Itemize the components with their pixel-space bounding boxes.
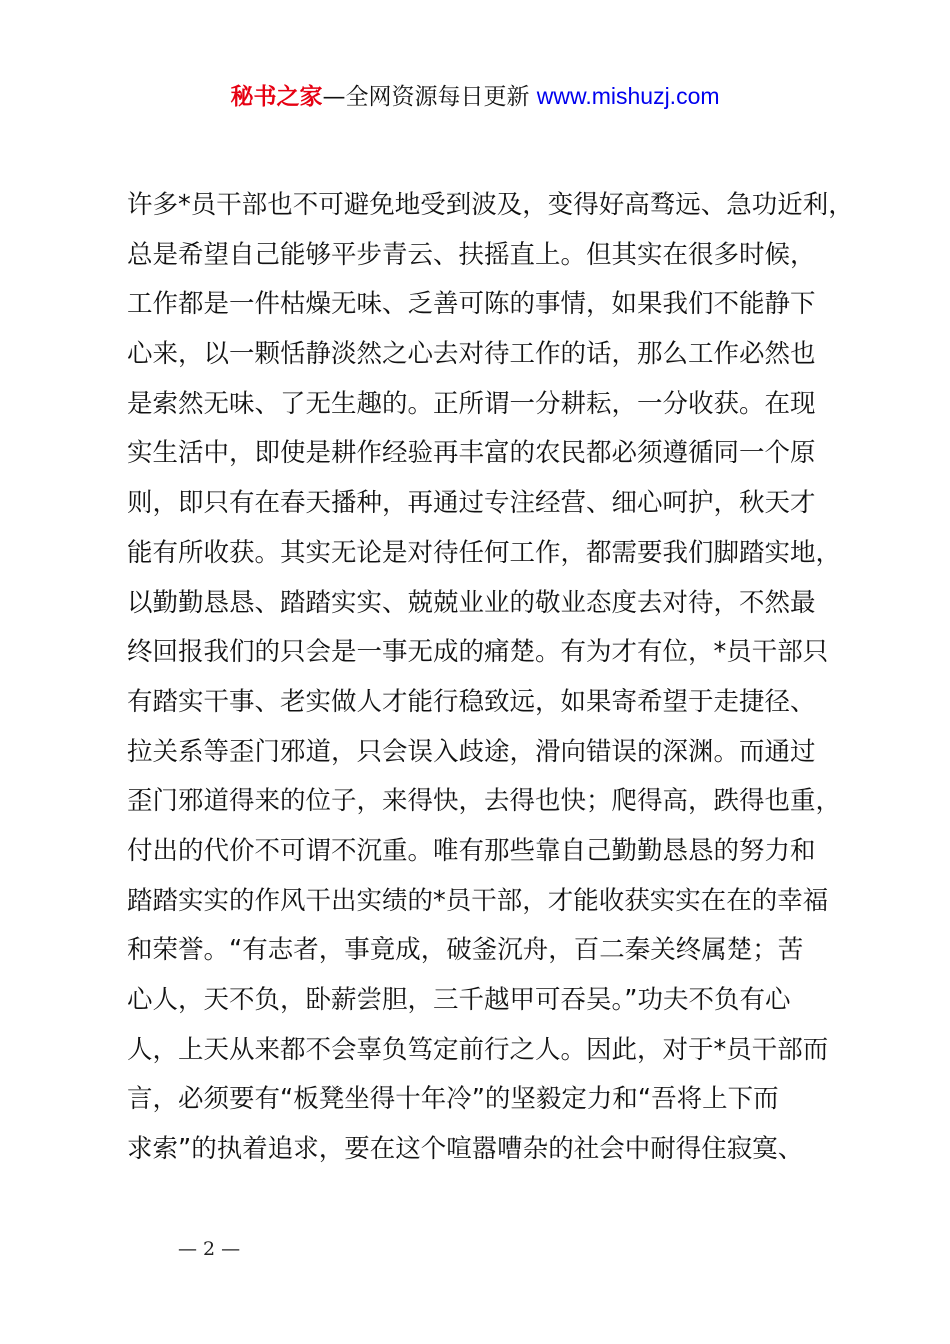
text-line: 心人，天不负，卧薪尝胆，三千越甲可吞吴。”功夫不负有心 <box>127 985 791 1015</box>
text-line: 许多*员干部也不可避免地受到波及，变得好高骛远、急功近利， <box>127 190 854 220</box>
text-line: 歪门邪道得来的位子，来得快，去得也快；爬得高，跌得也重， <box>127 786 842 817</box>
body-text <box>127 181 867 1175</box>
text-line: 心来，以一颗恬静淡然之心去对待工作的话，那么工作必然也 <box>127 339 816 370</box>
header-tagline: —全网资源每日更新 <box>322 84 530 110</box>
page-number: — 2 — <box>178 1238 241 1260</box>
text-line: 实生活中，即使是耕作经验再丰富的农民都必须遵循同一个原 <box>127 438 816 469</box>
text-line: 终回报我们的只会是一事无成的痛楚。有为才有位，*员干部只 <box>127 637 829 668</box>
site-url-link[interactable]: www.mishuzj.com <box>536 83 720 109</box>
text-line: 以勤勤恳恳、踏踏实实、兢兢业业的敬业态度去对待，不然最 <box>127 587 816 618</box>
text-line: 求索”的执着追求，要在这个喧嚣嘈杂的社会中耐得住寂寞、 <box>127 1134 804 1165</box>
text-line: 则，即只有在春天播种，再通过专注经营、细心呵护，秋天才 <box>127 488 816 519</box>
brand-name: 秘书之家 <box>230 84 323 110</box>
text-line: 总是希望自己能够平步青云、扶摇直上。但其实在很多时候， <box>127 239 816 270</box>
text-line: 言，必须要有“板凳坐得十年冷”的坚毅定力和“吾将上下而 <box>127 1084 779 1115</box>
text-line: 踏踏实实的作风干出实绩的*员干部，才能收获实实在在的幸福 <box>127 885 829 916</box>
text-line: 有踏实干事、老实做人才能行稳致远，如果寄希望于走捷径、 <box>127 686 816 717</box>
text-line: 拉关系等歪门邪道，只会误入歧途，滑向错误的深渊。而通过 <box>127 736 816 767</box>
text-line: 是索然无味、了无生趣的。正所谓一分耕耘，一分收获。在现 <box>127 388 816 419</box>
page-header <box>0 80 950 113</box>
text-line: 和荣誉。“有志者，事竟成，破釜沉舟，百二秦关终属楚；苦 <box>127 935 804 966</box>
text-line: 能有所收获。其实无论是对待任何工作，都需要我们脚踏实地， <box>127 537 842 568</box>
text-line: 人，上天从来都不会辜负笃定前行之人。因此，对于*员干部而 <box>127 1034 829 1065</box>
text-line: 付出的代价不可谓不沉重。唯有那些靠自己勤勤恳恳的努力和 <box>127 835 816 866</box>
text-line: 工作都是一件枯燥无味、乏善可陈的事情，如果我们不能静下 <box>127 289 816 320</box>
